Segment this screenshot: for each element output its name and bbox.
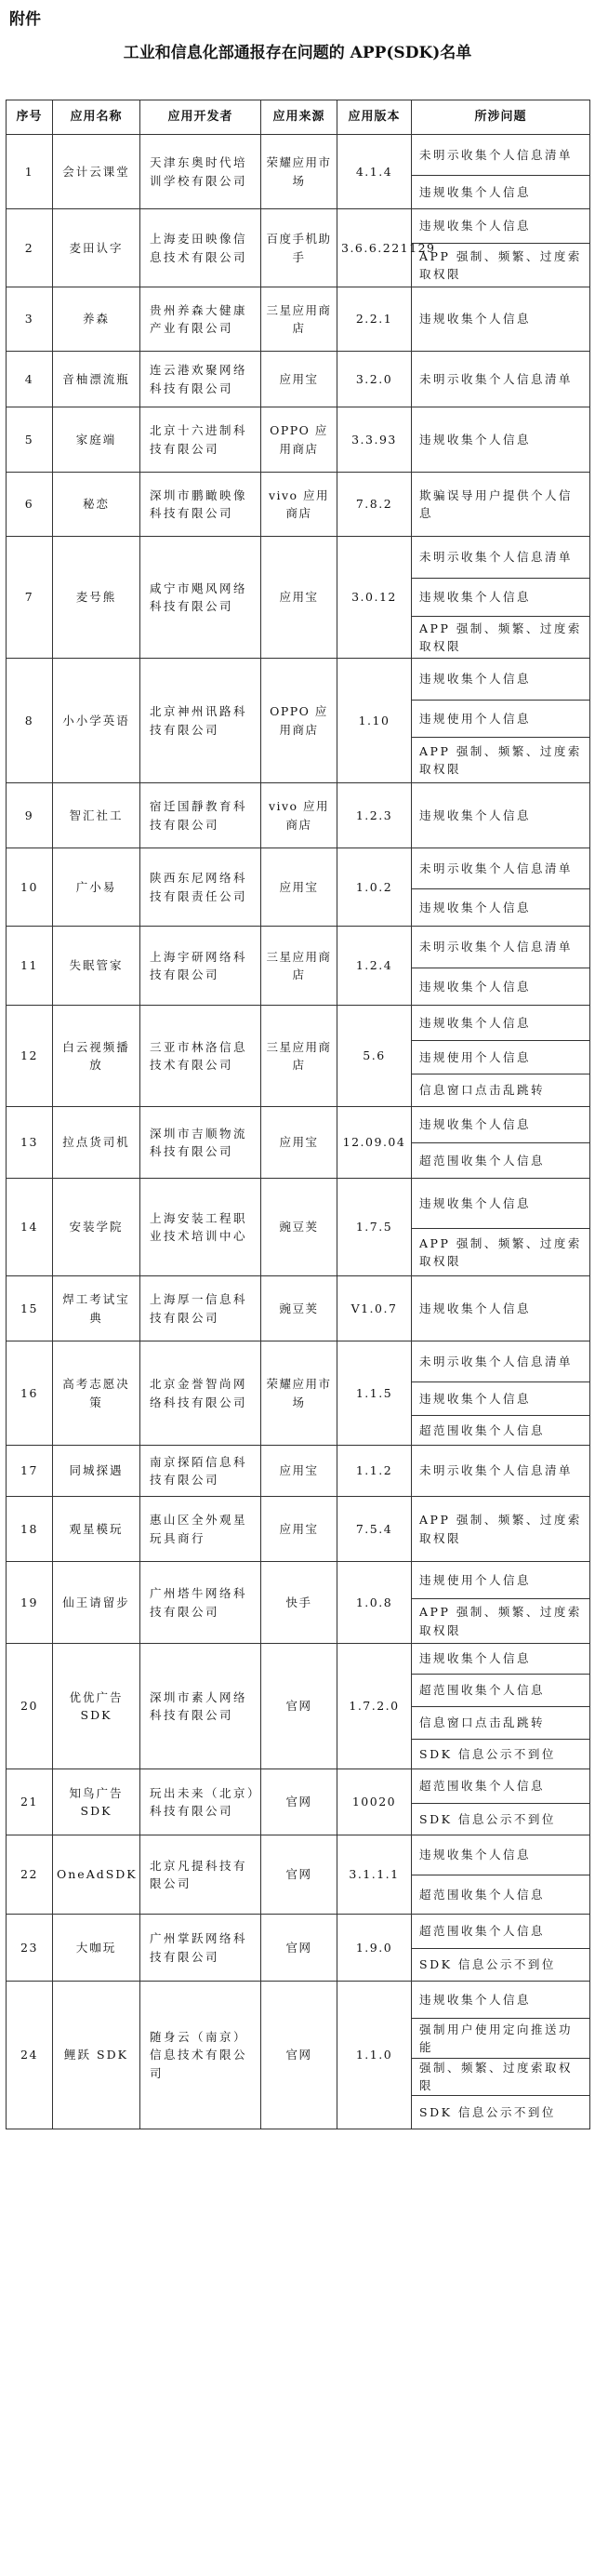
cell-no: 23	[7, 1915, 53, 1982]
cell-app-name: OneAdSDK	[53, 1835, 140, 1915]
cell-developer: 宿迁国靜教育科技有限公司	[140, 783, 261, 848]
cell-developer: 三亚市林洛信息技术有限公司	[140, 1006, 261, 1107]
cell-version: 3.2.0	[337, 352, 412, 407]
cell-developer: 北京凡提科技有限公司	[140, 1835, 261, 1915]
cell-no: 21	[7, 1769, 53, 1835]
cell-source: OPPO 应用商店	[261, 659, 337, 783]
cell-issue: 超范围收集个人信息	[412, 1416, 590, 1446]
cell-source: 应用宝	[261, 352, 337, 407]
cell-app-name: 观星模玩	[53, 1497, 140, 1562]
cell-no: 16	[7, 1341, 53, 1446]
header-row	[7, 100, 590, 135]
cell-issue: 违规使用个人信息	[412, 1562, 590, 1599]
cell-issue: 违规收集个人信息	[412, 407, 590, 473]
cell-issue: 违规收集个人信息	[412, 1276, 590, 1341]
cell-version: 3.0.12	[337, 537, 412, 659]
cell-developer: 连云港欢聚网络科技有限公司	[140, 352, 261, 407]
cell-issue: 违规收集个人信息	[412, 209, 590, 244]
cell-issue: SDK 信息公示不到位	[412, 1804, 590, 1835]
cell-no: 2	[7, 209, 53, 287]
table-row	[7, 537, 590, 579]
cell-no: 18	[7, 1497, 53, 1562]
cell-issue: 未明示收集个人信息清单	[412, 848, 590, 889]
cell-issue: 信息窗口点击乱跳转	[412, 1707, 590, 1740]
cell-issue: 违规收集个人信息	[412, 889, 590, 927]
cell-version: 1.7.2.0	[337, 1644, 412, 1769]
cell-developer: 随身云（南京）信息技术有限公司	[140, 1982, 261, 2129]
cell-version: 1.7.5	[337, 1179, 412, 1276]
cell-version: 1.0.8	[337, 1562, 412, 1644]
cell-source: 荣耀应用市场	[261, 135, 337, 209]
header-issues: 所涉问题	[412, 100, 590, 135]
cell-source: 豌豆荚	[261, 1276, 337, 1341]
cell-issue: 超范围收集个人信息	[412, 1769, 590, 1804]
cell-no: 22	[7, 1835, 53, 1915]
cell-developer: 上海宇研网络科技有限公司	[140, 927, 261, 1006]
cell-source: 官网	[261, 1769, 337, 1835]
table-row	[7, 927, 590, 968]
cell-issue: 超范围收集个人信息	[412, 1915, 590, 1949]
table-row	[7, 659, 590, 701]
table-row	[7, 1915, 590, 1949]
cell-source: 三星应用商店	[261, 1006, 337, 1107]
cell-developer: 上海麦田映像信息技术有限公司	[140, 209, 261, 287]
cell-developer: 上海厚一信息科技有限公司	[140, 1276, 261, 1341]
cell-developer: 咸宁市飓风网络科技有限公司	[140, 537, 261, 659]
cell-issue: APP 强制、频繁、过度索取权限	[412, 1599, 590, 1644]
cell-source: vivo 应用商店	[261, 783, 337, 848]
cell-version: 7.8.2	[337, 473, 412, 537]
table-row	[7, 1006, 590, 1041]
cell-app-name: 优优广告 SDK	[53, 1644, 140, 1769]
header-source: 应用来源	[261, 100, 337, 135]
cell-developer: 南京探陌信息科技有限公司	[140, 1446, 261, 1497]
cell-app-name: 知鸟广告 SDK	[53, 1769, 140, 1835]
cell-app-name: 麦号熊	[53, 537, 140, 659]
cell-app-name: 养森	[53, 287, 140, 352]
cell-issue: 违规收集个人信息	[412, 1107, 590, 1143]
table-row	[7, 473, 590, 537]
cell-no: 15	[7, 1276, 53, 1341]
cell-source: 官网	[261, 1835, 337, 1915]
cell-issue: 违规收集个人信息	[412, 783, 590, 848]
table-row	[7, 1179, 590, 1229]
cell-app-name: 小小学英语	[53, 659, 140, 783]
cell-version: 1.1.2	[337, 1446, 412, 1497]
header-no: 序号	[7, 100, 53, 135]
cell-developer: 深圳市素人网络科技有限公司	[140, 1644, 261, 1769]
cell-version: 3.3.93	[337, 407, 412, 473]
cell-issue: APP 强制、频繁、过度索取权限	[412, 1497, 590, 1562]
cell-source: vivo 应用商店	[261, 473, 337, 537]
cell-developer: 贵州养森大健康产业有限公司	[140, 287, 261, 352]
cell-version: 1.2.4	[337, 927, 412, 1006]
table-row	[7, 1769, 590, 1804]
table-row	[7, 135, 590, 176]
table-row	[7, 1446, 590, 1497]
cell-developer: 深圳市吉顺物流科技有限公司	[140, 1107, 261, 1179]
cell-app-name: 鲤跃 SDK	[53, 1982, 140, 2129]
cell-app-name: 秘恋	[53, 473, 140, 537]
cell-developer: 北京神州讯路科技有限公司	[140, 659, 261, 783]
cell-developer: 广州塔牛网络科技有限公司	[140, 1562, 261, 1644]
cell-developer: 深圳市鹏瞰映像科技有限公司	[140, 473, 261, 537]
table-row	[7, 1835, 590, 1875]
table-row	[7, 407, 590, 473]
table-row	[7, 1341, 590, 1382]
cell-app-name: 家庭端	[53, 407, 140, 473]
cell-no: 10	[7, 848, 53, 927]
cell-issue: 超范围收集个人信息	[412, 1875, 590, 1915]
cell-no: 11	[7, 927, 53, 1006]
cell-app-name: 失眠管家	[53, 927, 140, 1006]
cell-issue: APP 强制、频繁、过度索取权限	[412, 738, 590, 783]
cell-version: 1.0.2	[337, 848, 412, 927]
cell-source: 三星应用商店	[261, 287, 337, 352]
cell-developer: 玩出未来（北京）科技有限公司	[140, 1769, 261, 1835]
cell-source: 应用宝	[261, 848, 337, 927]
cell-version: 1.2.3	[337, 783, 412, 848]
cell-app-name: 焊工考试宝典	[53, 1276, 140, 1341]
cell-developer: 广州掌跃网络科技有限公司	[140, 1915, 261, 1982]
cell-version: V1.0.7	[337, 1276, 412, 1341]
table-row	[7, 209, 590, 244]
cell-issue: 强制用户使用定向推送功能	[412, 2019, 590, 2059]
table-row	[7, 1644, 590, 1675]
cell-version: 1.10	[337, 659, 412, 783]
cell-source: OPPO 应用商店	[261, 407, 337, 473]
cell-no: 12	[7, 1006, 53, 1107]
cell-no: 6	[7, 473, 53, 537]
cell-source: 三星应用商店	[261, 927, 337, 1006]
table-row	[7, 848, 590, 889]
page-title: 工业和信息化部通报存在问题的 APP(SDK)名单	[123, 44, 472, 62]
cell-source: 应用宝	[261, 1497, 337, 1562]
cell-source: 官网	[261, 1982, 337, 2129]
cell-version: 1.1.5	[337, 1341, 412, 1446]
cell-app-name: 广小易	[53, 848, 140, 927]
cell-issue: 违规收集个人信息	[412, 176, 590, 209]
table-row	[7, 783, 590, 848]
cell-version: 3.6.6.221129	[337, 209, 412, 287]
cell-version: 4.1.4	[337, 135, 412, 209]
cell-issue: 未明示收集个人信息清单	[412, 352, 590, 407]
cell-issue: 违规收集个人信息	[412, 659, 590, 701]
cell-app-name: 高考志愿决策	[53, 1341, 140, 1446]
cell-issue: APP 强制、频繁、过度索取权限	[412, 617, 590, 659]
table-row	[7, 1982, 590, 2019]
cell-source: 应用宝	[261, 1446, 337, 1497]
cell-source: 百度手机助手	[261, 209, 337, 287]
cell-issue: SDK 信息公示不到位	[412, 1740, 590, 1769]
cell-issue: 违规收集个人信息	[412, 968, 590, 1006]
cell-version: 2.2.1	[337, 287, 412, 352]
cell-source: 豌豆荚	[261, 1179, 337, 1276]
cell-version: 10020	[337, 1769, 412, 1835]
cell-issue: 超范围收集个人信息	[412, 1675, 590, 1707]
cell-developer: 惠山区全外观星玩具商行	[140, 1497, 261, 1562]
cell-version: 1.9.0	[337, 1915, 412, 1982]
cell-version: 5.6	[337, 1006, 412, 1107]
cell-issue: 违规收集个人信息	[412, 579, 590, 617]
cell-no: 13	[7, 1107, 53, 1179]
cell-developer: 陕西东尼网络科技有限责任公司	[140, 848, 261, 927]
cell-issue: 违规收集个人信息	[412, 1644, 590, 1675]
table-row	[7, 352, 590, 407]
cell-source: 应用宝	[261, 1107, 337, 1179]
attachment-label: 附件	[9, 10, 41, 29]
cell-no: 20	[7, 1644, 53, 1769]
cell-issue: SDK 信息公示不到位	[412, 2095, 590, 2129]
cell-app-name: 安装学院	[53, 1179, 140, 1276]
cell-no: 19	[7, 1562, 53, 1644]
cell-developer: 北京十六进制科技有限公司	[140, 407, 261, 473]
cell-issue: 未明示收集个人信息清单	[412, 1446, 590, 1497]
cell-issue: 未明示收集个人信息清单	[412, 1341, 590, 1382]
cell-issue: 违规收集个人信息	[412, 1835, 590, 1875]
cell-app-name: 音柚漂流瓶	[53, 352, 140, 407]
cell-issue: 违规收集个人信息	[412, 1179, 590, 1229]
cell-developer: 上海安装工程职业技术培训中心	[140, 1179, 261, 1276]
cell-no: 5	[7, 407, 53, 473]
cell-no: 8	[7, 659, 53, 783]
table-row	[7, 1562, 590, 1599]
cell-app-name: 仙王请留步	[53, 1562, 140, 1644]
cell-version: 1.1.0	[337, 1982, 412, 2129]
cell-developer: 北京金誉智尚网络科技有限公司	[140, 1341, 261, 1446]
cell-issue: APP 强制、频繁、过度索取权限	[412, 244, 590, 287]
cell-issue: APP 强制、频繁、过度索取权限	[412, 1229, 590, 1276]
cell-issue: 违规收集个人信息	[412, 287, 590, 352]
cell-no: 24	[7, 1982, 53, 2129]
cell-issue: 违规使用个人信息	[412, 701, 590, 738]
cell-issue: 违规使用个人信息	[412, 1041, 590, 1074]
cell-developer: 天津东奥时代培训学校有限公司	[140, 135, 261, 209]
cell-no: 1	[7, 135, 53, 209]
cell-app-name: 会计云课堂	[53, 135, 140, 209]
cell-source: 荣耀应用市场	[261, 1341, 337, 1446]
cell-app-name: 大咖玩	[53, 1915, 140, 1982]
cell-app-name: 白云视频播放	[53, 1006, 140, 1107]
cell-issue: 信息窗口点击乱跳转	[412, 1074, 590, 1107]
app-list-table	[6, 100, 590, 2129]
table-row	[7, 287, 590, 352]
cell-source: 官网	[261, 1915, 337, 1982]
header-developer: 应用开发者	[140, 100, 261, 135]
cell-issue: 未明示收集个人信息清单	[412, 537, 590, 579]
cell-issue: 超范围收集个人信息	[412, 1143, 590, 1179]
cell-source: 官网	[261, 1644, 337, 1769]
cell-version: 3.1.1.1	[337, 1835, 412, 1915]
cell-app-name: 麦田认字	[53, 209, 140, 287]
cell-issue: 未明示收集个人信息清单	[412, 927, 590, 968]
cell-no: 7	[7, 537, 53, 659]
cell-no: 4	[7, 352, 53, 407]
cell-no: 17	[7, 1446, 53, 1497]
cell-version: 12.09.04	[337, 1107, 412, 1179]
cell-issue: 违规收集个人信息	[412, 1982, 590, 2019]
table-row	[7, 1276, 590, 1341]
cell-app-name: 同城探遇	[53, 1446, 140, 1497]
cell-issue: 欺骗误导用户提供个人信息	[412, 473, 590, 537]
table-body	[7, 135, 590, 2129]
cell-app-name: 智汇社工	[53, 783, 140, 848]
cell-no: 9	[7, 783, 53, 848]
cell-issue: SDK 信息公示不到位	[412, 1949, 590, 1982]
cell-no: 3	[7, 287, 53, 352]
header-app-name: 应用名称	[53, 100, 140, 135]
cell-source: 应用宝	[261, 537, 337, 659]
cell-issue: 违规收集个人信息	[412, 1382, 590, 1416]
table-row	[7, 1107, 590, 1143]
cell-issue: 未明示收集个人信息清单	[412, 135, 590, 176]
cell-app-name: 拉点货司机	[53, 1107, 140, 1179]
cell-source: 快手	[261, 1562, 337, 1644]
cell-no: 14	[7, 1179, 53, 1276]
cell-issue: 违规收集个人信息	[412, 1006, 590, 1041]
cell-issue: 强制、频繁、过度索取权限	[412, 2059, 590, 2096]
table-row	[7, 1497, 590, 1562]
cell-version: 7.5.4	[337, 1497, 412, 1562]
header-version: 应用版本	[337, 100, 412, 135]
